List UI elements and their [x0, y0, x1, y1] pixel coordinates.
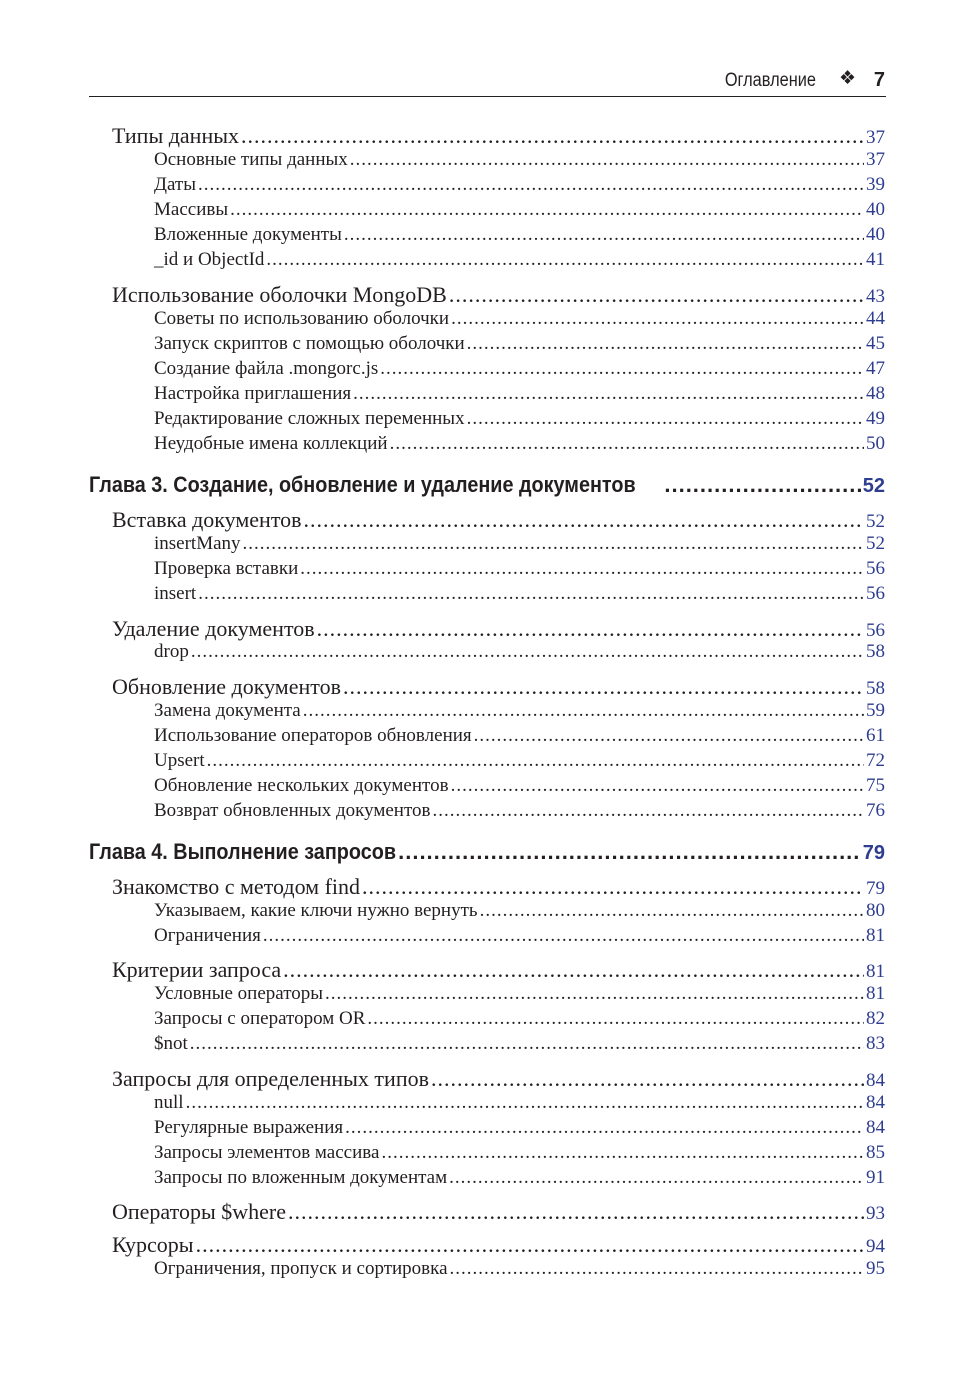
dot-leader	[350, 149, 864, 171]
toc-section-entry[interactable]	[112, 957, 885, 985]
ornament-icon: ❖	[838, 67, 856, 89]
toc-subsection-entry[interactable]	[154, 333, 885, 357]
dot-leader	[449, 282, 864, 308]
toc-entry-page[interactable]: 52	[866, 533, 885, 554]
toc-section-entry[interactable]	[112, 1066, 885, 1094]
dot-leader	[343, 674, 864, 700]
toc-entry-page[interactable]: 81	[866, 983, 885, 1004]
dot-leader	[345, 1117, 864, 1139]
toc-entry-page[interactable]: 58	[866, 641, 885, 662]
toc-entry-label: Использование операторов обновления	[154, 725, 472, 746]
toc-chapter-entry[interactable]	[89, 472, 885, 502]
toc-subsection-entry[interactable]	[154, 383, 885, 407]
toc-entry-label: Upsert	[154, 750, 205, 771]
dot-leader	[367, 1008, 864, 1030]
toc-subsection-entry[interactable]	[154, 533, 885, 557]
toc-entry-page[interactable]: 84	[866, 1117, 885, 1138]
toc-entry-page[interactable]: 80	[866, 900, 885, 921]
dot-leader	[196, 1232, 864, 1258]
dot-leader	[450, 1258, 864, 1280]
toc-entry-label: Условные операторы	[154, 983, 324, 1004]
toc-entry-label: Удаление документов	[112, 616, 315, 641]
toc-subsection-entry[interactable]	[154, 750, 885, 774]
toc-entry-page[interactable]: 39	[866, 174, 885, 195]
toc-subsection-entry[interactable]	[154, 308, 885, 332]
toc-entry-page[interactable]: 91	[866, 1167, 885, 1188]
toc-entry-label: Обновление нескольких документов	[154, 775, 449, 796]
toc-entry-page[interactable]: 52	[866, 511, 885, 532]
toc-entry-label: Неудобные имена коллекций	[154, 433, 388, 454]
toc-entry-page[interactable]: 45	[866, 333, 885, 354]
toc-entry-label: insert	[154, 583, 197, 604]
dot-leader	[449, 1167, 864, 1189]
dot-leader	[451, 775, 864, 797]
dot-leader	[380, 358, 864, 380]
toc-subsection-entry[interactable]	[154, 1258, 885, 1282]
dot-leader	[283, 957, 864, 983]
dot-leader	[263, 925, 864, 947]
toc-entry-page[interactable]: 95	[866, 1258, 885, 1279]
dot-leader	[398, 839, 861, 865]
toc-entry-label: Ограничения	[154, 925, 261, 946]
dot-leader	[433, 800, 865, 822]
toc-entry-label: Основные типы данных	[154, 149, 348, 170]
toc-subsection-entry[interactable]	[154, 925, 885, 949]
dot-leader	[304, 507, 864, 533]
toc-entry-page[interactable]: 82	[866, 1008, 885, 1029]
dot-leader	[300, 558, 864, 580]
toc-subsection-entry[interactable]	[154, 1142, 885, 1166]
toc-entry-label: _id и ObjectId	[154, 249, 265, 270]
toc-entry-page[interactable]: 37	[866, 149, 885, 170]
toc-entry-page[interactable]: 56	[866, 620, 885, 641]
dot-leader	[467, 333, 864, 355]
toc-subsection-entry[interactable]	[154, 775, 885, 799]
toc-entry-label: Ограничения, пропуск и сортировка	[154, 1258, 448, 1279]
toc-subsection-entry[interactable]	[154, 725, 885, 749]
toc-entry-page[interactable]: 43	[866, 286, 885, 307]
toc-entry-label: Глава 4. Выполнение запросов	[89, 839, 396, 864]
toc-entry-label: null	[154, 1092, 184, 1113]
toc-subsection-entry[interactable]	[154, 1008, 885, 1032]
toc-entry-page[interactable]: 40	[866, 199, 885, 220]
dot-leader	[288, 1199, 864, 1225]
dot-leader	[451, 308, 864, 330]
toc-entry-label: Курсоры	[112, 1232, 194, 1257]
toc-entry-page[interactable]: 58	[866, 678, 885, 699]
toc-section-entry[interactable]	[112, 1199, 885, 1227]
toc-entry-label: Запуск скриптов с помощью оболочки	[154, 333, 465, 354]
dot-leader	[344, 224, 864, 246]
dot-leader	[467, 408, 864, 430]
toc-entry-label: Регулярные выражения	[154, 1117, 344, 1138]
toc-entry-page[interactable]: 48	[866, 383, 885, 404]
toc-subsection-entry[interactable]	[154, 1092, 885, 1116]
toc-entry-page[interactable]: 79	[866, 878, 885, 899]
toc-entry-page[interactable]: 47	[866, 358, 885, 379]
toc-subsection-entry[interactable]	[154, 1033, 885, 1057]
toc-entry-label: Запросы по вложенным документам	[154, 1167, 448, 1188]
toc-entry-page[interactable]: 84	[866, 1092, 885, 1113]
toc-subsection-entry[interactable]	[154, 358, 885, 382]
toc-entry-page[interactable]: 41	[866, 249, 885, 270]
toc-entry-label: $not	[154, 1033, 188, 1054]
toc-entry-label: Замена документа	[154, 700, 301, 721]
toc-subsection-entry[interactable]	[154, 174, 885, 198]
toc-entry-label: Массивы	[154, 199, 229, 220]
toc-entry-label: Типы данных	[112, 123, 240, 148]
dot-leader	[325, 983, 864, 1005]
toc-chapter-entry[interactable]	[89, 839, 885, 869]
toc-entry-page[interactable]: 44	[866, 308, 885, 329]
dot-leader	[381, 1142, 864, 1164]
toc-subsection-entry[interactable]	[154, 800, 885, 824]
toc-section-entry[interactable]	[112, 616, 885, 644]
page-number: 7	[873, 69, 885, 91]
dot-leader	[266, 249, 864, 271]
dot-leader	[198, 174, 864, 196]
toc-entry-label: Указываем, какие ключи нужно вернуть	[154, 900, 478, 921]
toc-entry-label: Проверка вставки	[154, 558, 299, 579]
toc-subsection-entry[interactable]	[154, 199, 885, 223]
toc-entry-page[interactable]: 81	[866, 925, 885, 946]
toc-entry-page[interactable]: 93	[866, 1203, 885, 1224]
toc-section-entry[interactable]	[112, 123, 885, 151]
toc-subsection-entry[interactable]	[154, 149, 885, 173]
dot-leader	[243, 533, 864, 555]
toc-entry-label: Операторы $where	[112, 1199, 286, 1224]
dot-leader	[664, 472, 860, 498]
dot-leader	[431, 1066, 864, 1092]
toc-section-entry[interactable]	[112, 674, 885, 702]
toc-subsection-entry[interactable]	[154, 558, 885, 582]
toc-entry-label: Вставка документов	[112, 507, 302, 532]
toc-subsection-entry[interactable]	[154, 900, 885, 924]
toc-entry-label: Даты	[154, 174, 196, 195]
toc-subsection-entry[interactable]	[154, 249, 885, 273]
dot-leader	[190, 1033, 864, 1055]
toc-subsection-entry[interactable]	[154, 1117, 885, 1141]
toc-subsection-entry[interactable]	[154, 641, 885, 665]
dot-leader	[303, 700, 864, 722]
toc-entry-label: Создание файла .mongorc.js	[154, 358, 379, 379]
toc-entry-page[interactable]: 61	[866, 725, 885, 746]
dot-leader	[474, 725, 864, 747]
toc-subsection-entry[interactable]	[154, 700, 885, 724]
toc-subsection-entry[interactable]	[154, 583, 885, 607]
toc-entry-page[interactable]: 56	[866, 583, 885, 604]
toc-entry-label: Настройка приглашения	[154, 383, 352, 404]
toc-entry-label: Знакомство с методом find	[112, 874, 361, 899]
toc-entry-page[interactable]: 37	[866, 127, 885, 148]
dot-leader	[317, 616, 864, 642]
toc-subsection-entry[interactable]	[154, 433, 885, 457]
toc-entry-page[interactable]: 76	[866, 800, 885, 821]
toc-section-entry[interactable]	[112, 874, 885, 902]
toc-entry-label: Критерии запроса	[112, 957, 282, 982]
toc-entry-page[interactable]: 56	[866, 558, 885, 579]
toc-entry-page[interactable]: 72	[866, 750, 885, 771]
toc-section-entry[interactable]	[112, 507, 885, 535]
toc-entry-label: Использование оболочки MongoDB	[112, 282, 447, 307]
toc-entry-label: insertMany	[154, 533, 241, 554]
toc-entry-label: Обновление документов	[112, 674, 341, 699]
toc-entry-label: Редактирование сложных переменных	[154, 408, 465, 429]
toc-entry-page[interactable]: 94	[866, 1236, 885, 1257]
toc-entry-page[interactable]: 83	[866, 1033, 885, 1054]
toc-entry-label: Возврат обновленных документов	[154, 800, 431, 821]
dot-leader	[198, 583, 864, 605]
toc-entry-label: Запросы для определенных типов	[112, 1066, 429, 1091]
dot-leader	[362, 874, 864, 900]
toc-entry-page[interactable]: 52	[862, 475, 885, 497]
toc-entry-page[interactable]: 50	[866, 433, 885, 454]
toc-entry-page[interactable]: 49	[866, 408, 885, 429]
dot-leader	[480, 900, 864, 922]
dot-leader	[191, 641, 864, 663]
toc-section-entry[interactable]	[112, 282, 885, 310]
dot-leader	[390, 433, 864, 455]
toc-entry-label: Советы по использованию оболочки	[154, 308, 450, 329]
toc-subsection-entry[interactable]	[154, 224, 885, 248]
toc-entry-page[interactable]: 59	[866, 700, 885, 721]
running-header-title: Оглавление	[724, 70, 816, 91]
toc-entry-label: Запросы элементов массива	[154, 1142, 380, 1163]
dot-leader	[230, 199, 864, 221]
dot-leader	[186, 1092, 864, 1114]
toc-entry-page[interactable]: 81	[866, 961, 885, 982]
toc-subsection-entry[interactable]	[154, 408, 885, 432]
toc-entry-label: Запросы с оператором OR	[154, 1008, 366, 1029]
toc-subsection-entry[interactable]	[154, 983, 885, 1007]
dot-leader	[241, 123, 864, 149]
toc-entry-label: Глава 3. Создание, обновление и удаление документов	[89, 472, 636, 497]
toc-section-entry[interactable]	[112, 1232, 885, 1260]
toc-entry-page[interactable]: 79	[862, 842, 885, 864]
toc-subsection-entry[interactable]	[154, 1167, 885, 1191]
toc-entry-page[interactable]: 85	[866, 1142, 885, 1163]
toc-entry-page[interactable]: 75	[866, 775, 885, 796]
dot-leader	[353, 383, 864, 405]
toc-entry-page[interactable]: 40	[866, 224, 885, 245]
dot-leader	[207, 750, 864, 772]
toc-entry-label: drop	[154, 641, 189, 662]
toc-entry-page[interactable]: 84	[866, 1070, 885, 1091]
toc-entry-label: Вложенные документы	[154, 224, 342, 245]
